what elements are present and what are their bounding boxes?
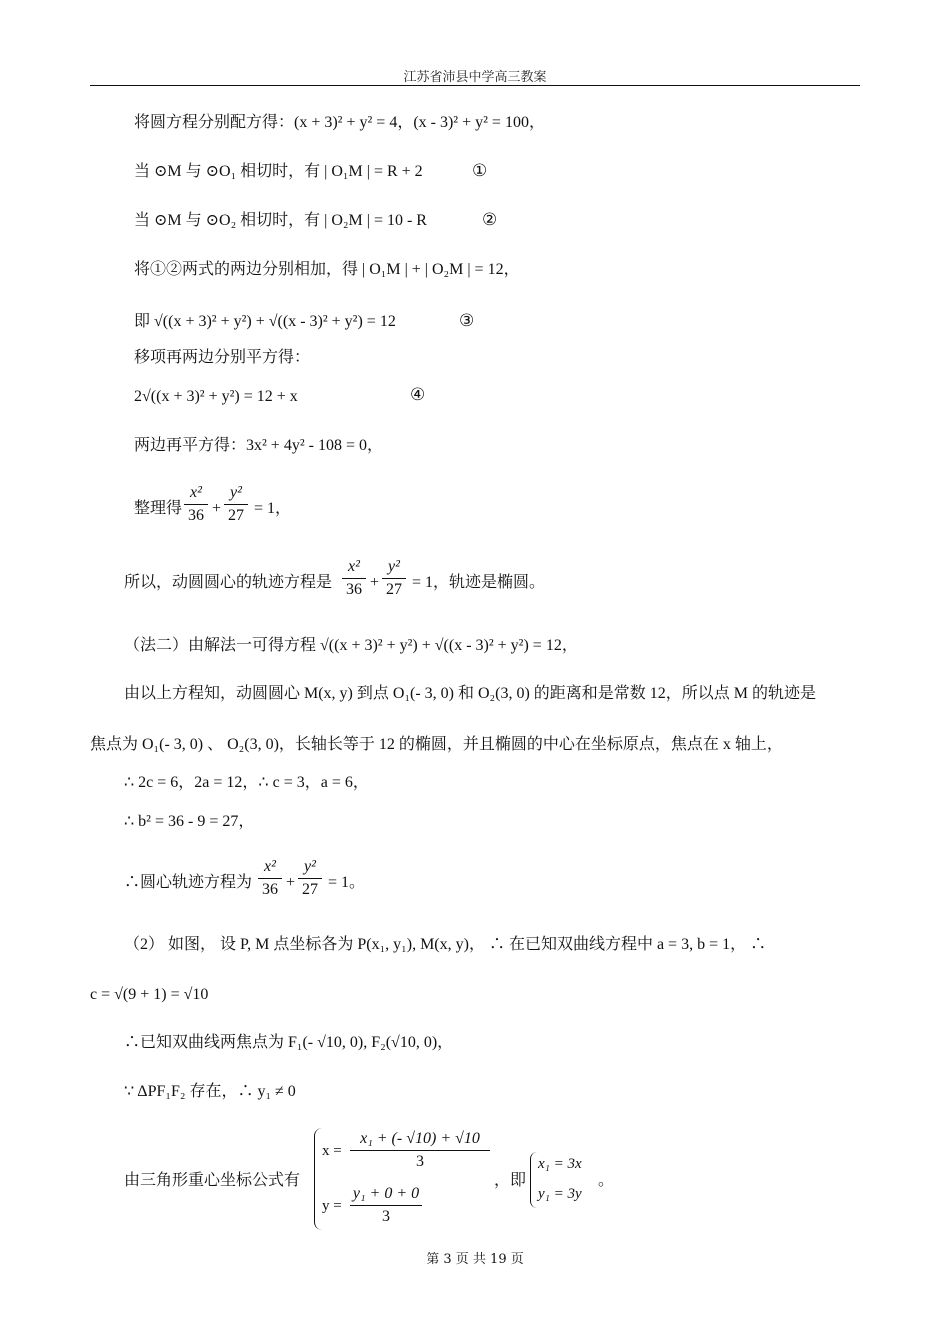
system-row1-lhs: x = bbox=[322, 1143, 342, 1159]
fraction-numerator: y₁ + 0 + 0 bbox=[352, 1185, 420, 1202]
line-conclusion-prefix: 所以，动圆圆心的轨迹方程是 bbox=[124, 574, 333, 591]
fraction-bar bbox=[224, 504, 248, 505]
fraction-denominator: 27 bbox=[302, 881, 318, 898]
fraction-bar bbox=[350, 1150, 490, 1151]
line-ellipse-foci: 焦点为 O₁(- 3, 0) 、 O₂(3, 0)，长轴长等于 12 的椭圆，并且椭圆的中心在坐标原点，焦点在 x 轴上， bbox=[90, 736, 783, 753]
line-squared-once: 2√((x + 3)² + y²) = 12 + x bbox=[134, 388, 298, 405]
fraction-denominator: 36 bbox=[188, 507, 204, 524]
header-rule bbox=[90, 85, 860, 86]
line-param-b: ∴ b² = 36 - 9 = 27， bbox=[124, 813, 255, 830]
fraction-y2-27 bbox=[298, 858, 322, 899]
line-method-two: （法二）由解法一可得方程 √((x + 3)² + y²) + √((x - 3)² + y²) = 12， bbox=[124, 637, 578, 654]
fraction-denominator: 36 bbox=[346, 581, 362, 598]
fraction-bar bbox=[184, 504, 208, 505]
fraction-x2-36 bbox=[342, 558, 366, 599]
fraction-numerator: x² bbox=[264, 858, 276, 875]
equation-mark-3: ③ bbox=[459, 311, 475, 331]
fraction-denominator: 3 bbox=[382, 1208, 390, 1225]
fraction-bar bbox=[382, 578, 406, 579]
fraction-numerator: x² bbox=[348, 558, 360, 575]
fraction-bar bbox=[342, 578, 366, 579]
line-centroid-suffix: 。 bbox=[598, 1172, 615, 1189]
line-simplify-prefix: 整理得 bbox=[134, 500, 183, 517]
line-centroid-prefix: 由三角形重心坐标公式有 bbox=[124, 1172, 301, 1189]
line-complete-square: 将圆方程分别配方得：(x + 3)² + y² = 4，(x - 3)² + y² = 100， bbox=[134, 114, 545, 131]
equation-mark-2: ② bbox=[482, 210, 498, 230]
plus-sign: + bbox=[212, 500, 222, 517]
fraction-bar bbox=[350, 1205, 422, 1206]
line-centroid-mid: ，即 bbox=[494, 1172, 527, 1189]
line-params-ac: ∴ 2c = 6，2a = 12，∴ c = 3，a = 6， bbox=[124, 774, 369, 791]
fraction-denominator: 3 bbox=[416, 1153, 424, 1170]
system-row2-fraction bbox=[350, 1185, 422, 1226]
system-row2-lhs: y = bbox=[322, 1198, 342, 1214]
line-simplify-suffix: = 1， bbox=[254, 500, 292, 517]
fraction-numerator: y² bbox=[230, 484, 242, 501]
left-brace-small bbox=[530, 1152, 537, 1208]
fraction-x2-36 bbox=[258, 858, 282, 899]
system2-row1: x₁ = 3x bbox=[538, 1156, 582, 1172]
plus-sign: + bbox=[286, 874, 296, 891]
line-triangle-exists: ∵ ΔPF₁F₂ 存在，∴ y₁ ≠ 0 bbox=[124, 1083, 296, 1100]
system-row1-fraction bbox=[350, 1130, 490, 1171]
fraction-denominator: 27 bbox=[386, 581, 402, 598]
line-sum-distances: 即 √((x + 3)² + y²) + √((x - 3)² + y²) = 12 bbox=[134, 313, 396, 330]
line-add-equations: 将①②两式的两边分别相加，得 | O₁M | + | O₂M | = 12， bbox=[134, 261, 520, 278]
fraction-bar bbox=[258, 878, 282, 879]
line-trajectory-suffix: = 1。 bbox=[328, 874, 366, 891]
line-trajectory-prefix: ∴圆心轨迹方程为 bbox=[124, 874, 253, 891]
fraction-denominator: 27 bbox=[228, 507, 244, 524]
fraction-denominator: 36 bbox=[262, 881, 278, 898]
line-squared-twice: 两边再平方得：3x² + 4y² - 108 = 0， bbox=[134, 437, 383, 454]
fraction-numerator: x₁ + (- √10) + √10 bbox=[360, 1130, 480, 1147]
fraction-y2-27 bbox=[224, 484, 248, 525]
fraction-x2-36 bbox=[184, 484, 208, 525]
line-c-value: c = √(9 + 1) = √10 bbox=[90, 986, 209, 1003]
fraction-y2-27 bbox=[382, 558, 406, 599]
equation-mark-4: ④ bbox=[410, 385, 426, 405]
system2-row2: y₁ = 3y bbox=[538, 1186, 582, 1202]
fraction-bar bbox=[298, 878, 322, 879]
fraction-numerator: y² bbox=[304, 858, 316, 875]
line-conclusion-suffix: = 1，轨迹是椭圆。 bbox=[412, 574, 546, 591]
fraction-numerator: x² bbox=[190, 484, 202, 501]
line-distance-sum: 由以上方程知，动圆圆心 M(x, y) 到点 O₁(- 3, 0) 和 O₂(3, 0) 的距离和是常数 12，所以点 M 的轨迹是 bbox=[124, 685, 817, 702]
page-header: 江苏省沛县中学高三教案 bbox=[403, 70, 547, 85]
plus-sign: + bbox=[370, 574, 380, 591]
line-hyperbola-foci: ∴已知双曲线两焦点为 F₁(- √10, 0), F₂(√10, 0)， bbox=[124, 1034, 454, 1051]
equation-mark-1: ① bbox=[472, 161, 488, 181]
line-rearrange: 移项再两边分别平方得： bbox=[134, 349, 311, 366]
line-tangent-o1: 当 ⊙M 与 ⊙O₁ 相切时，有 | O₁M | = R + 2 bbox=[134, 163, 423, 180]
fraction-numerator: y² bbox=[388, 558, 400, 575]
line-part-two: （2） 如图， 设 P, M 点坐标各为 P(x₁, y₁), M(x, y)， ∴ 在已知双曲线方程中 a = 3, b = 1， ∴ bbox=[124, 936, 767, 953]
line-tangent-o2: 当 ⊙M 与 ⊙O₂ 相切时，有 | O₂M | = 10 - R bbox=[134, 212, 427, 229]
page-footer: 第 3 页 共 19 页 bbox=[426, 1252, 524, 1267]
